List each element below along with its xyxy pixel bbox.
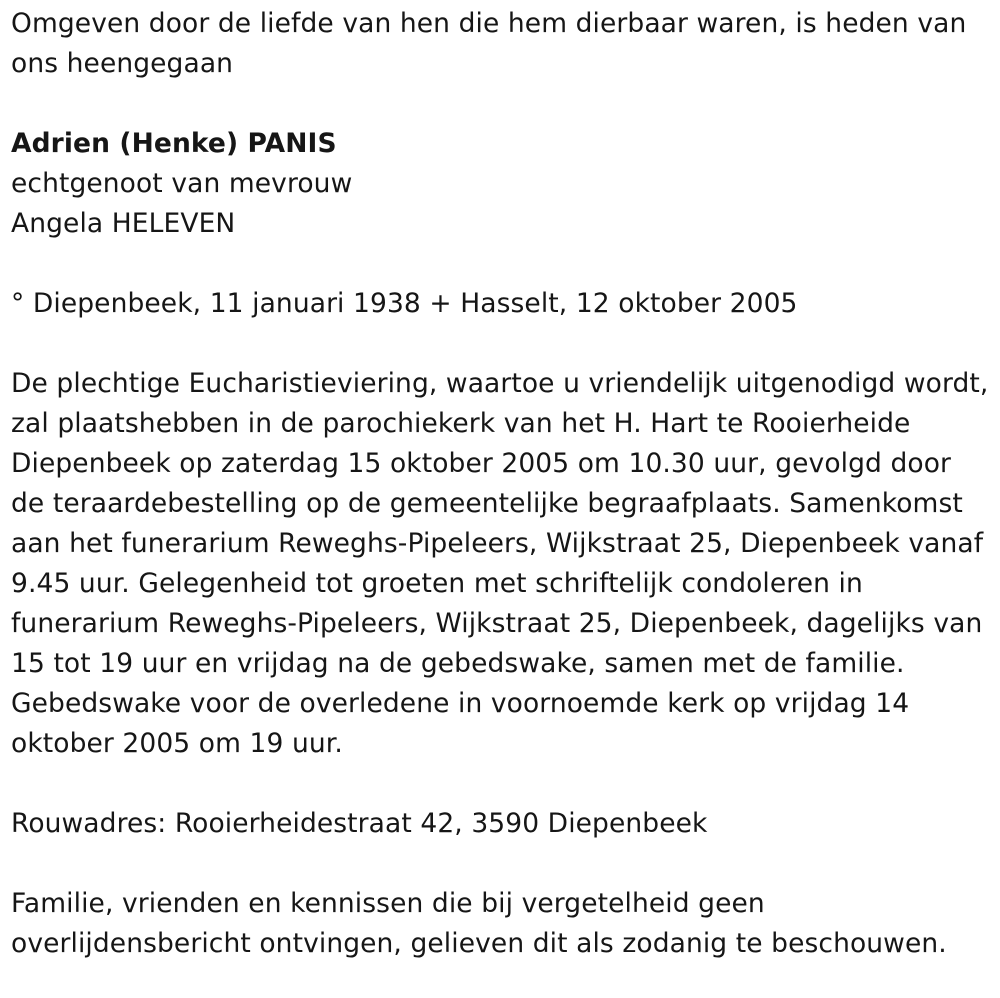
spacer	[11, 84, 991, 124]
closing-text: Familie, vrienden en kennissen die bij vergetelheid geen overlijdensbericht ontvingen, gelieven dit als zodanig te beschouwen.	[11, 888, 947, 959]
spouse-relation: echtgenoot van mevrouw	[11, 168, 353, 199]
deceased-name: Adrien (Henke) PANIS	[11, 128, 337, 159]
spacer	[11, 244, 991, 284]
spouse-name: Angela HELEVEN	[11, 208, 236, 239]
ceremony-details: De plechtige Eucharistieviering, waartoe u vriendelijk uitgenodigd wordt, zal plaatshebben in de parochiekerk van het H. Hart te Rooierheide Diepenbeek op zaterdag 15 oktober 2005 om 10.30 uur, gevolgd door de teraardebestelling op de gemeentelijke begraafplaats. Samenkomst aan het funerarium Reweghs-Pipeleers, Wijkstraat 25, Diepenbeek vanaf 9.45 uur. Gelegenheid tot groeten met schriftelijk condoleren in funerarium Reweghs-Pipeleers, Wijkstraat 25, Diepenbeek, dagelijks van 15 tot 19 uur en vrijdag na de gebedswake, samen met de familie. Gebedswake voor de overledene in voornoemde kerk op vrijdag 14 oktober 2005 om 19 uur.	[11, 368, 989, 759]
intro-text: Omgeven door de liefde van hen die hem dierbaar waren, is heden van ons heengegaan	[11, 8, 967, 79]
mourning-address: Rouwadres: Rooierheidestraat 42, 3590 Diepenbeek	[11, 808, 708, 839]
birth-death-dates: ° Diepenbeek, 11 januari 1938 + Hasselt, 12 oktober 2005	[11, 288, 798, 319]
obituary-notice	[11, 4, 991, 964]
spacer	[11, 764, 991, 804]
spacer	[11, 844, 991, 884]
spacer	[11, 324, 991, 364]
